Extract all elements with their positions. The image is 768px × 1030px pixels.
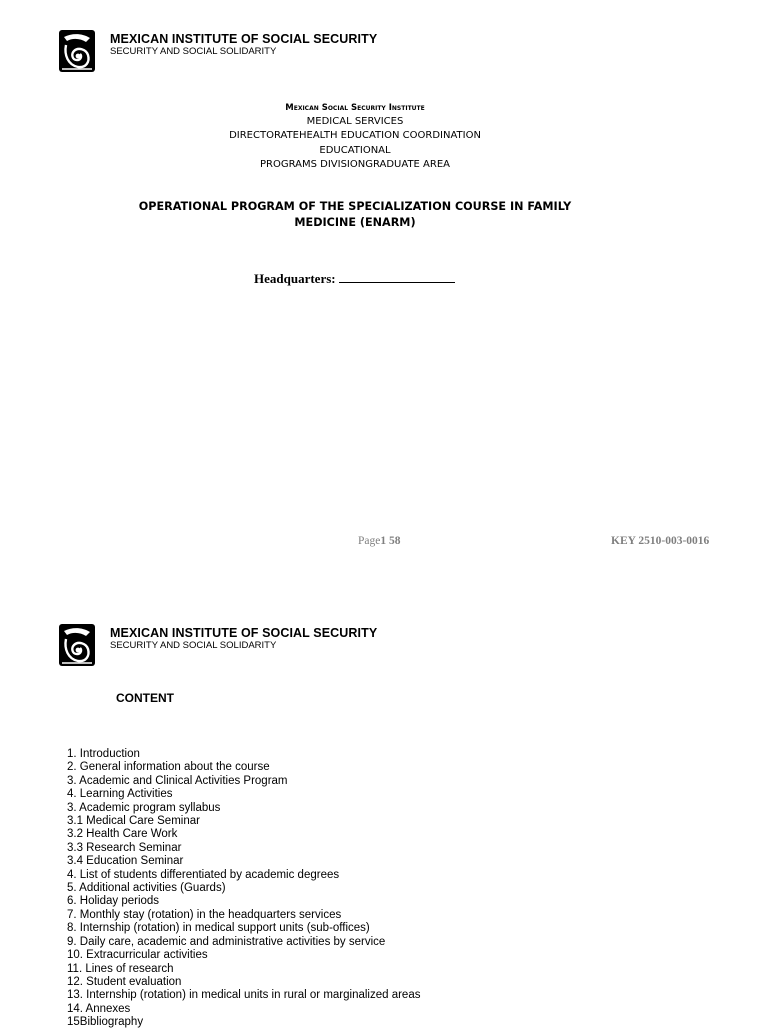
toc-item: 3.3 Research Seminar xyxy=(67,841,182,854)
document-key: KEY 2510-003-0016 xyxy=(611,535,710,547)
page-total: 58 xyxy=(388,535,401,547)
cover-line-4: PROGRAMS DIVISIONGRADUATE AREA xyxy=(260,158,450,170)
toc-item: 2. General information about the course xyxy=(67,761,270,774)
program-title-line-2: MEDICINE (ENARM) xyxy=(294,216,416,229)
institution-name: MEXICAN INSTITUTE OF SOCIAL SECURITY xyxy=(110,32,378,46)
cover-line-3: EDUCATIONAL xyxy=(319,144,391,156)
institution-motto: SECURITY AND SOCIAL SOLIDARITY xyxy=(110,46,277,57)
toc-item: 9. Daily care, academic and administrative activities by service xyxy=(67,935,386,948)
imss-logo-icon xyxy=(58,29,96,73)
toc-item: 3.2 Health Care Work xyxy=(67,828,178,841)
toc-item: 6. Holiday periods xyxy=(67,895,160,908)
toc-item: 1. Introduction xyxy=(67,748,140,760)
page-number: 1 xyxy=(380,535,387,547)
toc-item: 12. Student evaluation xyxy=(67,975,182,988)
toc-item: 4. Learning Activities xyxy=(67,788,173,801)
toc-item: 3. Academic and Clinical Activities Program xyxy=(67,774,288,787)
cover-line-2: DIRECTORATEHEALTH EDUCATION COORDINATION xyxy=(229,130,481,142)
table-of-contents xyxy=(67,748,420,1030)
toc-item: 8. Internship (rotation) in medical support units (sub-offices) xyxy=(67,922,370,935)
cover-header-block xyxy=(0,101,710,172)
toc-item: 14. Annexes xyxy=(67,1002,131,1015)
toc-item: 3. Academic program syllabus xyxy=(67,801,221,814)
institution-name: MEXICAN INSTITUTE OF SOCIAL SECURITY xyxy=(110,626,378,640)
cover-line-1: MEDICAL SERVICES xyxy=(306,116,404,128)
headquarters-blank-line xyxy=(339,270,455,283)
program-title-line-1: OPERATIONAL PROGRAM OF THE SPECIALIZATION COURSE IN FAMILY xyxy=(138,200,572,213)
toc-item: 10. Extracurricular activities xyxy=(67,949,208,962)
toc-item: 11. Lines of research xyxy=(67,962,174,975)
program-title xyxy=(0,199,710,231)
headquarters-label: Headquarters: xyxy=(254,271,336,286)
imss-logo-icon xyxy=(58,623,96,667)
headquarters-field xyxy=(254,270,455,287)
toc-item: 3.1 Medical Care Seminar xyxy=(67,815,200,828)
content-heading: CONTENT xyxy=(116,691,174,705)
toc-item: 15Bibliography xyxy=(67,1016,144,1029)
toc-item: 7. Monthly stay (rotation) in the headquarters services xyxy=(67,908,342,921)
page-footer-number xyxy=(358,535,400,547)
toc-item: 5. Additional activities (Guards) xyxy=(67,882,226,895)
document-page-2 xyxy=(0,600,768,1029)
institute-smallcaps: Mexican Social Security Institute xyxy=(285,103,425,113)
toc-item: 13. Internship (rotation) in medical units in rural or marginalized areas xyxy=(67,989,421,1002)
institution-motto: SECURITY AND SOCIAL SOLIDARITY xyxy=(110,640,277,651)
page-label: Page xyxy=(358,535,381,547)
toc-item: 4. List of students differentiated by academic degrees xyxy=(67,868,340,881)
toc-item: 3.4 Education Seminar xyxy=(67,855,184,868)
